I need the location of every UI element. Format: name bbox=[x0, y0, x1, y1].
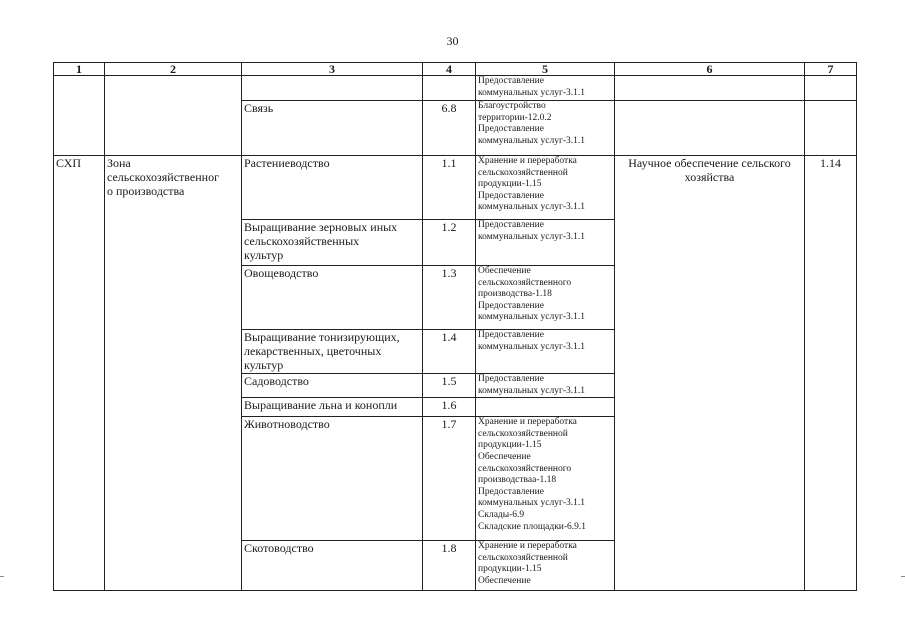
aux-line: производства-1.18 bbox=[478, 289, 552, 300]
aux-line: продукции-1.15 bbox=[478, 564, 542, 575]
use-code-cell bbox=[423, 266, 476, 330]
use-code-cell bbox=[423, 220, 476, 266]
column-header-4: 4 bbox=[423, 63, 476, 76]
column-header-5: 5 bbox=[476, 63, 615, 76]
use-name: культур bbox=[244, 358, 284, 372]
conditional-use-line: Научное обеспечение сельского bbox=[628, 156, 791, 170]
auxiliary-uses-cell bbox=[476, 398, 615, 417]
aux-line: Складские площадки-6.9.1 bbox=[478, 521, 587, 532]
aux-line: коммунальных услуг-3.1.1 bbox=[478, 231, 586, 242]
auxiliary-uses-cell bbox=[476, 330, 615, 374]
aux-line: территории-12.0.2 bbox=[478, 112, 552, 123]
aux-line: Обеспечение bbox=[478, 451, 531, 462]
aux-line: продукции-1.15 bbox=[478, 179, 542, 190]
column-header-6: 6 bbox=[615, 63, 805, 76]
use-name-cell bbox=[242, 417, 423, 541]
use-code-cell bbox=[423, 374, 476, 398]
aux-line: коммунальных услуг-3.1.1 bbox=[478, 87, 586, 98]
cell-empty bbox=[423, 76, 476, 101]
aux-line: коммунальных услуг-3.1.1 bbox=[478, 202, 586, 213]
use-code-cell bbox=[423, 330, 476, 374]
use-name: Выращивание тонизирующих, bbox=[244, 330, 400, 344]
conditional-use-cell bbox=[615, 156, 805, 591]
use-code: 1.2 bbox=[441, 220, 457, 234]
scan-edge-mark bbox=[901, 576, 905, 577]
aux-line: коммунальных услуг-3.1.1 bbox=[478, 385, 586, 396]
use-name: Выращивание льна и конопли bbox=[244, 398, 398, 413]
aux-line: Предоставление bbox=[478, 190, 544, 201]
use-code: 1.8 bbox=[441, 541, 457, 556]
aux-line: продукции-1.15 bbox=[478, 440, 542, 451]
aux-line: Благоустройство bbox=[478, 101, 546, 111]
use-code: 1.1 bbox=[441, 156, 457, 170]
aux-line: коммунальных услуг-3.1.1 bbox=[478, 498, 586, 509]
use-name: Связь bbox=[244, 101, 274, 115]
aux-line: Склады-6.9 bbox=[478, 509, 525, 520]
auxiliary-uses-cell bbox=[476, 374, 615, 398]
aux-line: Предоставление bbox=[478, 300, 544, 311]
cell-empty bbox=[805, 101, 857, 156]
continuation-row bbox=[54, 76, 857, 101]
zone-name-line: сельскохозяйственног bbox=[107, 170, 219, 184]
use-name: Выращивание зерновых иных bbox=[244, 220, 398, 234]
conditional-code-cell bbox=[805, 156, 857, 591]
zone-code-cell bbox=[54, 156, 105, 591]
cell-empty bbox=[805, 76, 857, 101]
use-name-cell bbox=[242, 374, 423, 398]
use-name-cell bbox=[242, 266, 423, 330]
conditional-code: 1.14 bbox=[820, 156, 841, 170]
column-header-1: 1 bbox=[54, 63, 105, 76]
aux-line: Предоставление bbox=[478, 76, 544, 86]
use-name: Скотоводство bbox=[244, 541, 314, 556]
aux-line: сельскохозяйственной bbox=[478, 552, 568, 563]
auxiliary-uses-cell bbox=[476, 101, 615, 156]
use-name-cell bbox=[242, 101, 423, 156]
use-code: 1.4 bbox=[441, 330, 457, 344]
use-code-cell bbox=[423, 156, 476, 220]
aux-line: Обеспечение bbox=[478, 266, 531, 276]
auxiliary-uses-cell bbox=[476, 417, 615, 541]
auxiliary-uses-cell bbox=[476, 266, 615, 330]
use-name-cell bbox=[242, 220, 423, 266]
cell-empty bbox=[54, 76, 105, 156]
use-name: лекарственных, цветочных bbox=[244, 344, 382, 358]
cell-empty bbox=[615, 101, 805, 156]
use-name: Овощеводство bbox=[244, 266, 319, 280]
column-header-2: 2 bbox=[105, 63, 242, 76]
aux-line: Предоставление bbox=[478, 220, 544, 230]
use-name: Растениеводство bbox=[244, 156, 330, 170]
table-row bbox=[54, 156, 857, 220]
use-code: 1.3 bbox=[441, 266, 457, 280]
page-number: 30 bbox=[446, 34, 459, 48]
use-name: культур bbox=[244, 248, 284, 262]
aux-line: Обеспечение bbox=[478, 575, 531, 586]
use-code-cell bbox=[423, 101, 476, 156]
column-header-7: 7 bbox=[805, 63, 857, 76]
auxiliary-uses-cell bbox=[476, 76, 615, 101]
aux-line: Предоставление bbox=[478, 330, 544, 340]
use-name: Садоводство bbox=[244, 374, 309, 388]
use-code-cell bbox=[423, 541, 476, 591]
aux-line: коммунальных услуг-3.1.1 bbox=[478, 312, 586, 323]
use-code: 1.6 bbox=[441, 398, 457, 413]
use-name: Животноводство bbox=[244, 417, 330, 432]
use-code-cell bbox=[423, 398, 476, 417]
aux-line: коммунальных услуг-3.1.1 bbox=[478, 341, 586, 352]
use-code: 6.8 bbox=[441, 101, 457, 115]
column-header-3: 3 bbox=[242, 63, 423, 76]
zone-name-line: о производства bbox=[107, 184, 185, 198]
zone-name-cell bbox=[105, 156, 242, 591]
column-header-row bbox=[54, 63, 857, 76]
zone-code: СХП bbox=[56, 156, 82, 170]
use-code: 1.5 bbox=[441, 374, 457, 388]
aux-line: сельскохозяйственного bbox=[478, 277, 572, 288]
use-name-cell bbox=[242, 398, 423, 417]
zoning-table bbox=[53, 62, 857, 591]
aux-line: Предоставление bbox=[478, 374, 544, 384]
zone-name-line: Зона bbox=[107, 156, 131, 170]
aux-line: коммунальных услуг-3.1.1 bbox=[478, 135, 586, 146]
aux-line: сельскохозяйственной bbox=[478, 167, 568, 178]
aux-line: Хранение и переработка bbox=[478, 156, 577, 166]
use-name-cell bbox=[242, 156, 423, 220]
conditional-use-line: хозяйства bbox=[684, 170, 735, 184]
use-name: сельскохозяйственных bbox=[244, 234, 360, 248]
scan-edge-mark bbox=[0, 576, 4, 577]
auxiliary-uses-cell bbox=[476, 220, 615, 266]
auxiliary-uses-cell bbox=[476, 541, 615, 591]
aux-line: Хранение и переработка bbox=[478, 541, 577, 552]
aux-line: Предоставление bbox=[478, 124, 544, 135]
use-code-cell bbox=[423, 417, 476, 541]
aux-line: Предоставление bbox=[478, 486, 544, 497]
cell-empty bbox=[615, 76, 805, 101]
cell-empty bbox=[105, 76, 242, 156]
use-code: 1.7 bbox=[441, 417, 457, 432]
auxiliary-uses-cell bbox=[476, 156, 615, 220]
cell-empty bbox=[242, 76, 423, 101]
aux-line: сельскохозяйственной bbox=[478, 428, 568, 439]
aux-line: сельскохозяйственного bbox=[478, 463, 572, 474]
use-name-cell bbox=[242, 541, 423, 591]
aux-line: производстваа-1.18 bbox=[478, 475, 557, 486]
aux-line: Хранение и переработка bbox=[478, 417, 577, 428]
use-name-cell bbox=[242, 330, 423, 374]
